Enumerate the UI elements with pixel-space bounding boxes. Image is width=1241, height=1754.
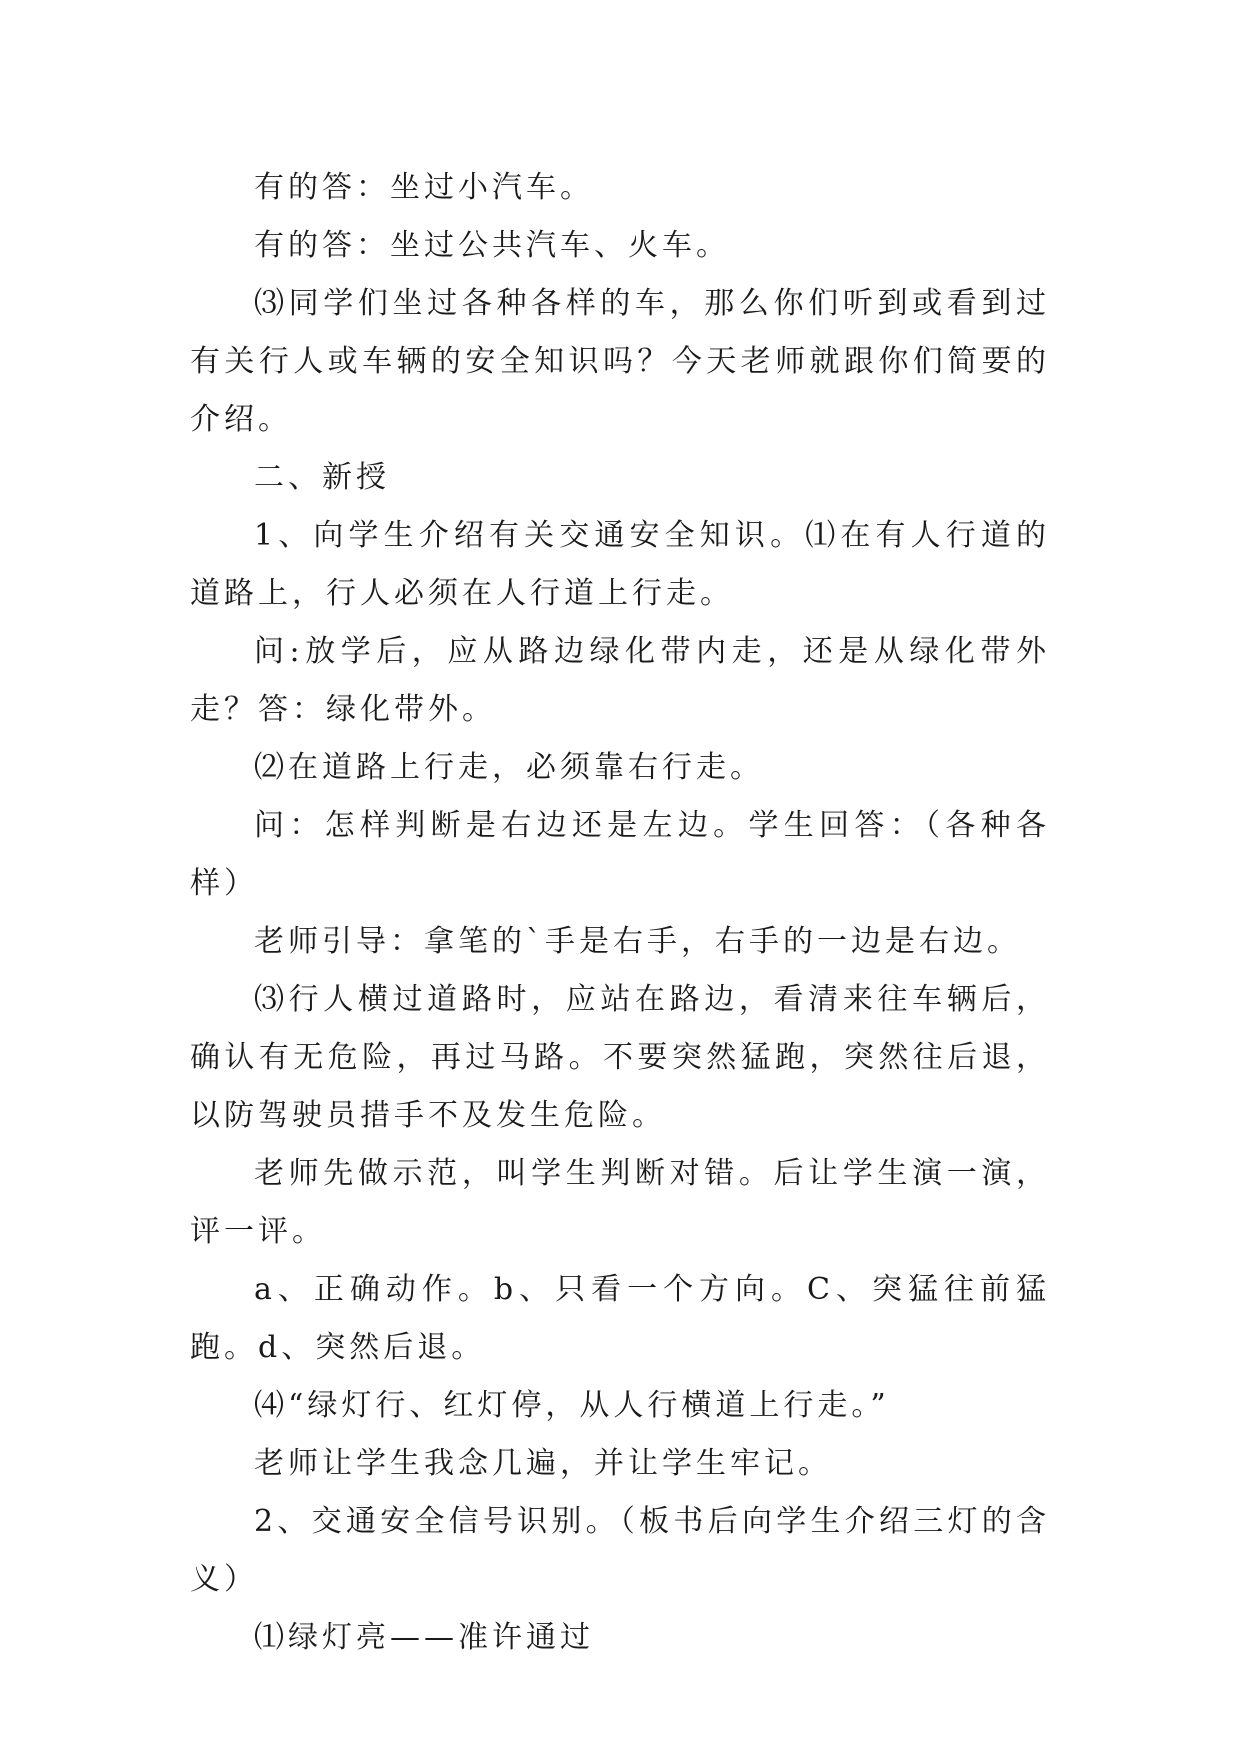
paragraph: ⑷“绿灯行、红灯停，从人行横道上行走。” xyxy=(254,1388,890,1423)
paragraph: 有的答：坐过小汽车。 xyxy=(254,170,594,205)
paragraph: 老师引导：拿笔的`手是右手，右手的一边是右边。 xyxy=(254,924,1021,959)
paragraph: ⑶同学们坐过各种各样的车，那么你们听到或看到过有关行人或车辆的安全知识吗？今天老师就跟你们简要的介绍。 xyxy=(190,286,1050,437)
paragraph: ⑶行人横过道路时，应站在路边，看清来往车辆后，确认有无危险，再过马路。不要突然猛跑，突然往后退，以防驾驶员措手不及发生危险。 xyxy=(190,982,1050,1133)
document-body xyxy=(190,159,1050,1667)
paragraph: 2、交通安全信号识别。（板书后向学生介绍三灯的含义） xyxy=(190,1504,1050,1597)
paragraph: 1、向学生介绍有关交通安全知识。⑴在有人行道的道路上，行人必须在人行道上行走。 xyxy=(190,518,1050,611)
paragraph: ⑴绿灯亮——准许通过 xyxy=(254,1620,594,1655)
paragraph: 有的答：坐过公共汽车、火车。 xyxy=(254,228,730,263)
paragraph: 问：怎样判断是右边还是左边。学生回答：（各种各样） xyxy=(190,808,1050,901)
paragraph: 老师让学生我念几遍，并让学生牢记。 xyxy=(254,1446,832,1481)
paragraph: a、正确动作。b、只看一个方向。C、突猛往前猛跑。d、突然后退。 xyxy=(190,1272,1050,1365)
paragraph: 老师先做示范，叫学生判断对错。后让学生演一演，评一评。 xyxy=(190,1156,1050,1249)
paragraph: 问:放学后，应从路边绿化带内走，还是从绿化带外走？答：绿化带外。 xyxy=(190,634,1050,727)
section-heading: 二、新授 xyxy=(254,460,390,495)
paragraph: ⑵在道路上行走，必须靠右行走。 xyxy=(254,750,764,785)
